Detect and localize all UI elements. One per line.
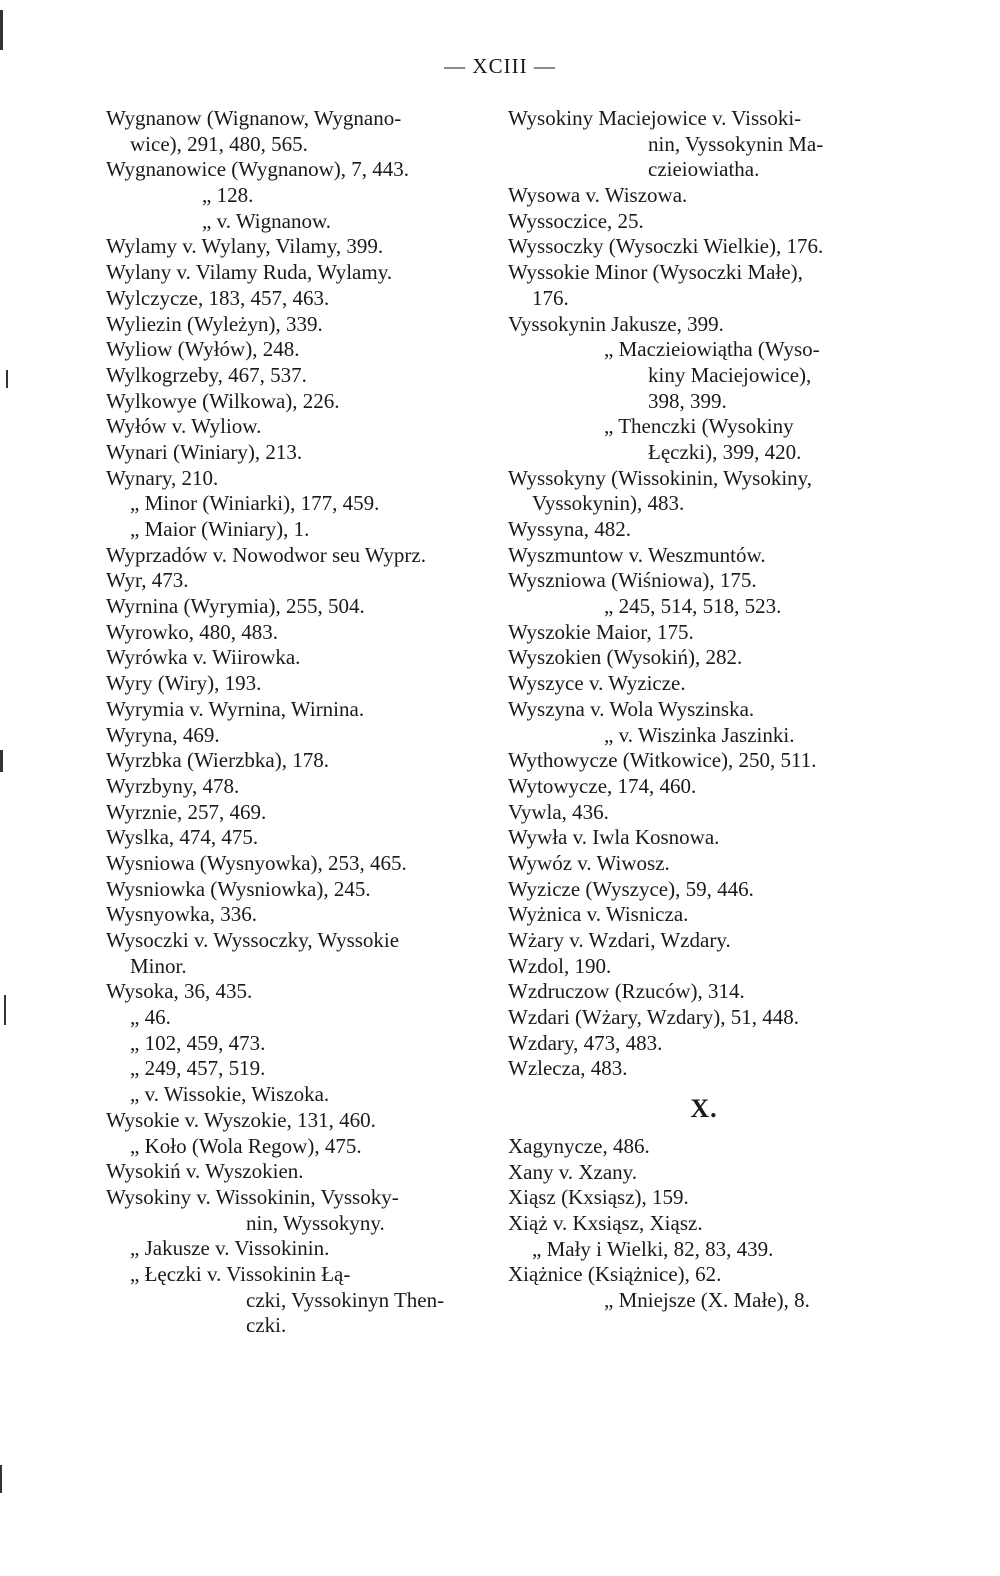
index-entry-line: „ Łęczki v. Vissokinin Łą- [130, 1261, 351, 1286]
index-entry-line: Wyssoczice, 25. [508, 208, 644, 233]
index-entry-line: „ 46. [130, 1005, 171, 1030]
index-entry-line: Wżary v. Wzdari, Wzdary. [508, 928, 731, 952]
index-entry-line: Wyszniowa (Wiśniowa), 175. [508, 568, 757, 593]
index-entry-line: „ Maczieiowiątha (Wyso- [604, 337, 820, 362]
index-entry-line: Wytowycze, 174, 460. [508, 773, 697, 798]
index-entry-line: „ Mniejsze (X. Małe), 8. [604, 1287, 810, 1312]
index-entry-line: Vyssokynin), 483. [532, 491, 685, 516]
index-entry-line: Wyrzbka (Wierzbka), 178. [106, 748, 329, 773]
index-entry-line: Xiążnice (Książnice), 62. [508, 1262, 722, 1287]
index-entry-line: „ Koło (Wola Regow), 475. [130, 1133, 362, 1158]
section-letter-heading: X. [690, 1094, 718, 1124]
index-entry-line: Wylany v. Vilamy Ruda, Wylamy. [106, 260, 393, 285]
index-entry-line: Vyssokynin Jakusze, 399. [508, 311, 724, 336]
index-entry-line: Wyszmuntow v. Weszmuntów. [508, 542, 766, 567]
index-entry-line: Wywła v. Iwla Kosnowa. [508, 825, 720, 850]
index-entry-line: Łęczki), 399, 420. [648, 439, 802, 464]
index-entry-line: „ Thenczki (Wysokiny [604, 414, 794, 439]
index-entry-line: Wynary, 210. [106, 465, 219, 490]
index-entry-line: Wysowa v. Wiszowa. [508, 183, 688, 208]
index-entry-line: Xany v. Xzany. [508, 1159, 638, 1184]
index-entry-line: Wysoka, 36, 435. [106, 979, 253, 1004]
right-index-column [508, 106, 900, 1314]
index-entry-line: Wyrnina (Wyrymia), 255, 504. [106, 594, 365, 619]
index-entry-line: „ Minor (Winiarki), 177, 459. [130, 491, 380, 516]
index-entry-line: czki. [246, 1313, 287, 1338]
index-entry-line: Wysokiń v. Wyszokien. [106, 1159, 304, 1184]
index-entry-line: Wyrymia v. Wyrnina, Wirnina. [106, 696, 365, 721]
index-entry-line: „ 249, 457, 519. [130, 1056, 266, 1081]
index-entry-line: Wyssokyny (Wissokinin, Wysokiny, [508, 465, 813, 490]
index-entry-line: „ 128. [202, 183, 254, 208]
index-entry-line: Wyrzbyny, 478. [106, 773, 240, 798]
index-entry-line: Wzdari (Wżary, Wzdary), 51, 448. [508, 1005, 799, 1030]
index-entry-line: Wygnanow (Wignanow, Wygnano- [106, 106, 402, 130]
index-entry-line: nin, Vyssokynin Ma- [648, 131, 824, 156]
index-entry-line: 176. [532, 285, 569, 310]
index-entry-line: wice), 291, 480, 565. [130, 131, 308, 156]
index-entry-line: Wyszyna v. Wola Wyszinska. [508, 696, 755, 721]
index-entry-line: Wyryna, 469. [106, 722, 220, 747]
index-entry-line: nin, Wyssokyny. [246, 1210, 385, 1235]
index-entry-line: Wyszokie Maior, 175. [508, 619, 694, 644]
index-entry-line: Wyr, 473. [106, 568, 189, 593]
index-entry-line: Wyzicze (Wyszyce), 59, 446. [508, 876, 754, 901]
margin-mark [0, 750, 3, 772]
index-entry-line: Wygnanowice (Wygnanow), 7, 443. [106, 157, 410, 182]
index-entry-line: Wyssokie Minor (Wysoczki Małe), [508, 260, 803, 285]
index-entry-line: „ Mały i Wielki, 82, 83, 439. [532, 1236, 774, 1261]
index-entry-line: kiny Maciejowice), [648, 362, 812, 387]
index-entry-line: Wzdol, 190. [508, 953, 612, 978]
index-entry-line: Wyłów v. Wyliow. [106, 414, 262, 439]
index-entry-line: Wyrowko, 480, 483. [106, 619, 278, 644]
index-entry-line: Wyszokien (Wysokiń), 282. [508, 645, 743, 670]
index-entry-line: czieiowiatha. [648, 157, 760, 182]
margin-mark [6, 370, 8, 388]
index-entry-line: 398, 399. [648, 388, 727, 413]
margin-mark [0, 1465, 2, 1493]
index-entry-line: Wylkowye (Wilkowa), 226. [106, 388, 340, 413]
index-entry-line: Wzdary, 473, 483. [508, 1030, 663, 1055]
index-entry-line: Wysnyowka, 336. [106, 902, 257, 927]
index-entry-line: Vywla, 436. [508, 799, 609, 824]
index-entry-line: „ v. Wignanow. [202, 208, 332, 233]
index-entry-line: Wythowycze (Witkowice), 250, 511. [508, 748, 817, 773]
index-entry-line: Xagynycze, 486. [508, 1133, 650, 1158]
index-entry-line: Wyliow (Wyłów), 248. [106, 337, 300, 362]
index-entry-line: Wylamy v. Wylany, Vilamy, 399. [106, 234, 384, 259]
index-entry-line: Wyprzadów v. Nowodwor seu Wyprz. [106, 542, 426, 567]
index-entry-line: Wyssyna, 482. [508, 517, 631, 541]
index-entry-line: Wylkogrzeby, 467, 537. [106, 362, 307, 387]
margin-mark [4, 995, 6, 1025]
index-entry-line: czki, Vyssokinyn Then- [246, 1287, 445, 1312]
left-index-column [106, 106, 498, 1339]
index-entry-line: Wyry (Wiry), 193. [106, 671, 262, 696]
index-entry-line: Wyrznie, 257, 469. [106, 799, 267, 824]
index-entry-line: Wyszyce v. Wyzicze. [508, 671, 686, 696]
index-entry-line: „ 245, 514, 518, 523. [604, 594, 782, 619]
index-entry-line: Wyliezin (Wyleżyn), 339. [106, 311, 323, 336]
index-entry-line: Wyrówka v. Wiirowka. [106, 645, 301, 670]
index-entry-line: Wywóz v. Wiwosz. [508, 850, 670, 875]
margin-mark [0, 10, 3, 50]
index-entry-line: Wyżnica v. Wisnicza. [508, 902, 689, 927]
index-entry-line: Minor. [130, 953, 187, 978]
index-entry-line: Wyssoczky (Wysoczki Wielkie), 176. [508, 234, 824, 259]
index-entry-line: Wysoczki v. Wyssoczky, Wyssokie [106, 928, 400, 952]
index-entry-line: Wyslka, 474, 475. [106, 825, 259, 850]
index-entry-line: Wysokiny Maciejowice v. Vissoki- [508, 106, 802, 130]
index-entry-line: „ v. Wiszinka Jaszinki. [604, 722, 795, 747]
index-entry-line: Wysniowa (Wysnyowka), 253, 465. [106, 850, 407, 875]
index-entry-line: Xiąsz (Kxsiąsz), 159. [508, 1185, 689, 1210]
index-entry-line: „ Jakusze v. Vissokinin. [130, 1236, 330, 1261]
index-entry-line: „ Maior (Winiary), 1. [130, 517, 310, 541]
index-entry-line: Wysniowka (Wysniowka), 245. [106, 876, 371, 901]
page-header: — XCIII — [444, 54, 556, 78]
index-entry-line: „ 102, 459, 473. [130, 1030, 266, 1055]
index-entry-line: Wynari (Winiary), 213. [106, 439, 303, 464]
index-entry-line: Wzdruczow (Rzuców), 314. [508, 979, 745, 1004]
index-entry-line: Wzlecza, 483. [508, 1056, 628, 1081]
index-entry-line: Xiąż v. Kxsiąsz, Xiąsz. [508, 1210, 703, 1235]
index-entry-line: Wysokie v. Wyszokie, 131, 460. [106, 1107, 376, 1132]
index-entry-line: Wylczycze, 183, 457, 463. [106, 285, 330, 310]
index-entry-line: Wysokiny v. Wissokinin, Vyssoky- [106, 1184, 399, 1209]
index-entry-line: „ v. Wissokie, Wiszoka. [130, 1082, 330, 1107]
